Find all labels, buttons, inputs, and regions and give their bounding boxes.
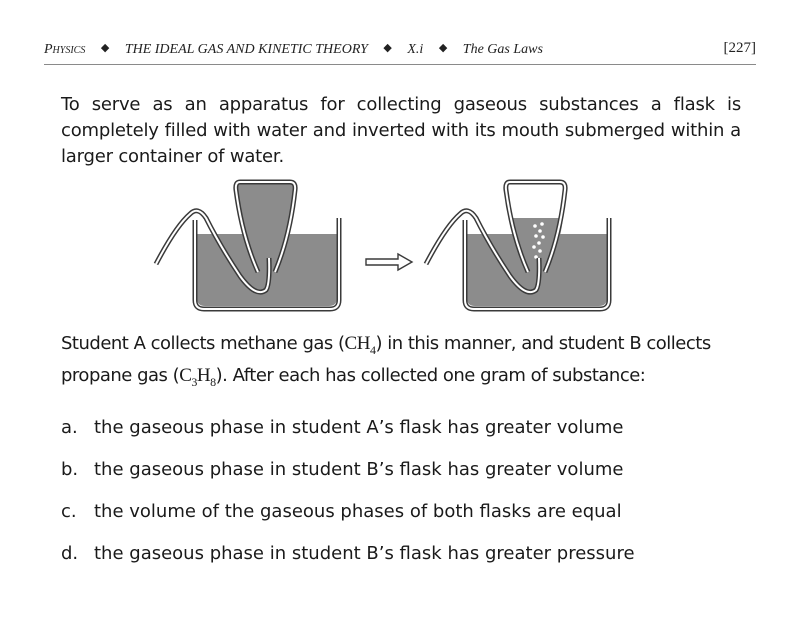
- answer-options: [61, 415, 761, 583]
- page-number: [227]: [723, 40, 756, 56]
- diamond-bullet-icon: ◆: [100, 42, 110, 54]
- gas-collection-diagram: [140, 176, 620, 316]
- diamond-bullet-icon: ◆: [383, 42, 392, 54]
- formula-element: C: [179, 364, 192, 386]
- option-text: the gaseous phase in student B’s flask has greater pressure: [94, 543, 635, 564]
- formula-element: H: [196, 364, 211, 386]
- formula-subscript: 3: [191, 374, 197, 389]
- intro-paragraph: To serve as an apparatus for collecting gaseous substances a flask is completely filled with water and inverted with its mouth submerged within a larger container of water.: [61, 94, 741, 167]
- answer-option-a[interactable]: [61, 415, 761, 457]
- apparatus-before: [156, 182, 339, 309]
- question-text-1: Student A collects methane gas (: [61, 333, 345, 354]
- question-text-2: ) in this manner, and student B collects propane gas (: [61, 333, 711, 386]
- answer-option-b[interactable]: [61, 457, 761, 499]
- header-chapter: THE IDEAL GAS AND KINETIC THEORY: [124, 42, 368, 57]
- option-letter: a.: [61, 417, 78, 438]
- header-breadcrumb: [44, 42, 543, 58]
- formula-element: C: [344, 333, 357, 354]
- option-letter: b.: [61, 459, 79, 480]
- answer-option-d[interactable]: [61, 541, 761, 583]
- formula-subscript: 4: [369, 342, 376, 357]
- header-topic: The Gas Laws: [462, 42, 543, 57]
- formula-subscript: 8: [210, 374, 216, 389]
- option-text: the volume of the gaseous phases of both flasks are equal: [94, 501, 622, 522]
- option-letter: d.: [61, 543, 79, 564]
- propane-formula: [179, 364, 216, 389]
- option-text: the gaseous phase in student B’s flask has greater volume: [94, 459, 624, 480]
- option-text: the gaseous phase in student A’s flask has greater volume: [94, 417, 624, 438]
- formula-element: H: [356, 333, 370, 354]
- page-header: [44, 38, 756, 65]
- question-text-3: ). After each has collected one gram of substance:: [215, 364, 646, 386]
- answer-option-c[interactable]: [61, 499, 761, 541]
- header-section: X.i: [407, 42, 424, 57]
- question-stem: [61, 331, 751, 395]
- right-arrow-icon: [366, 254, 412, 270]
- option-letter: c.: [61, 501, 77, 522]
- header-subject: Physics: [44, 42, 86, 57]
- methane-formula: [344, 333, 376, 357]
- apparatus-after: [426, 182, 609, 309]
- diamond-bullet-icon: ◆: [438, 42, 448, 54]
